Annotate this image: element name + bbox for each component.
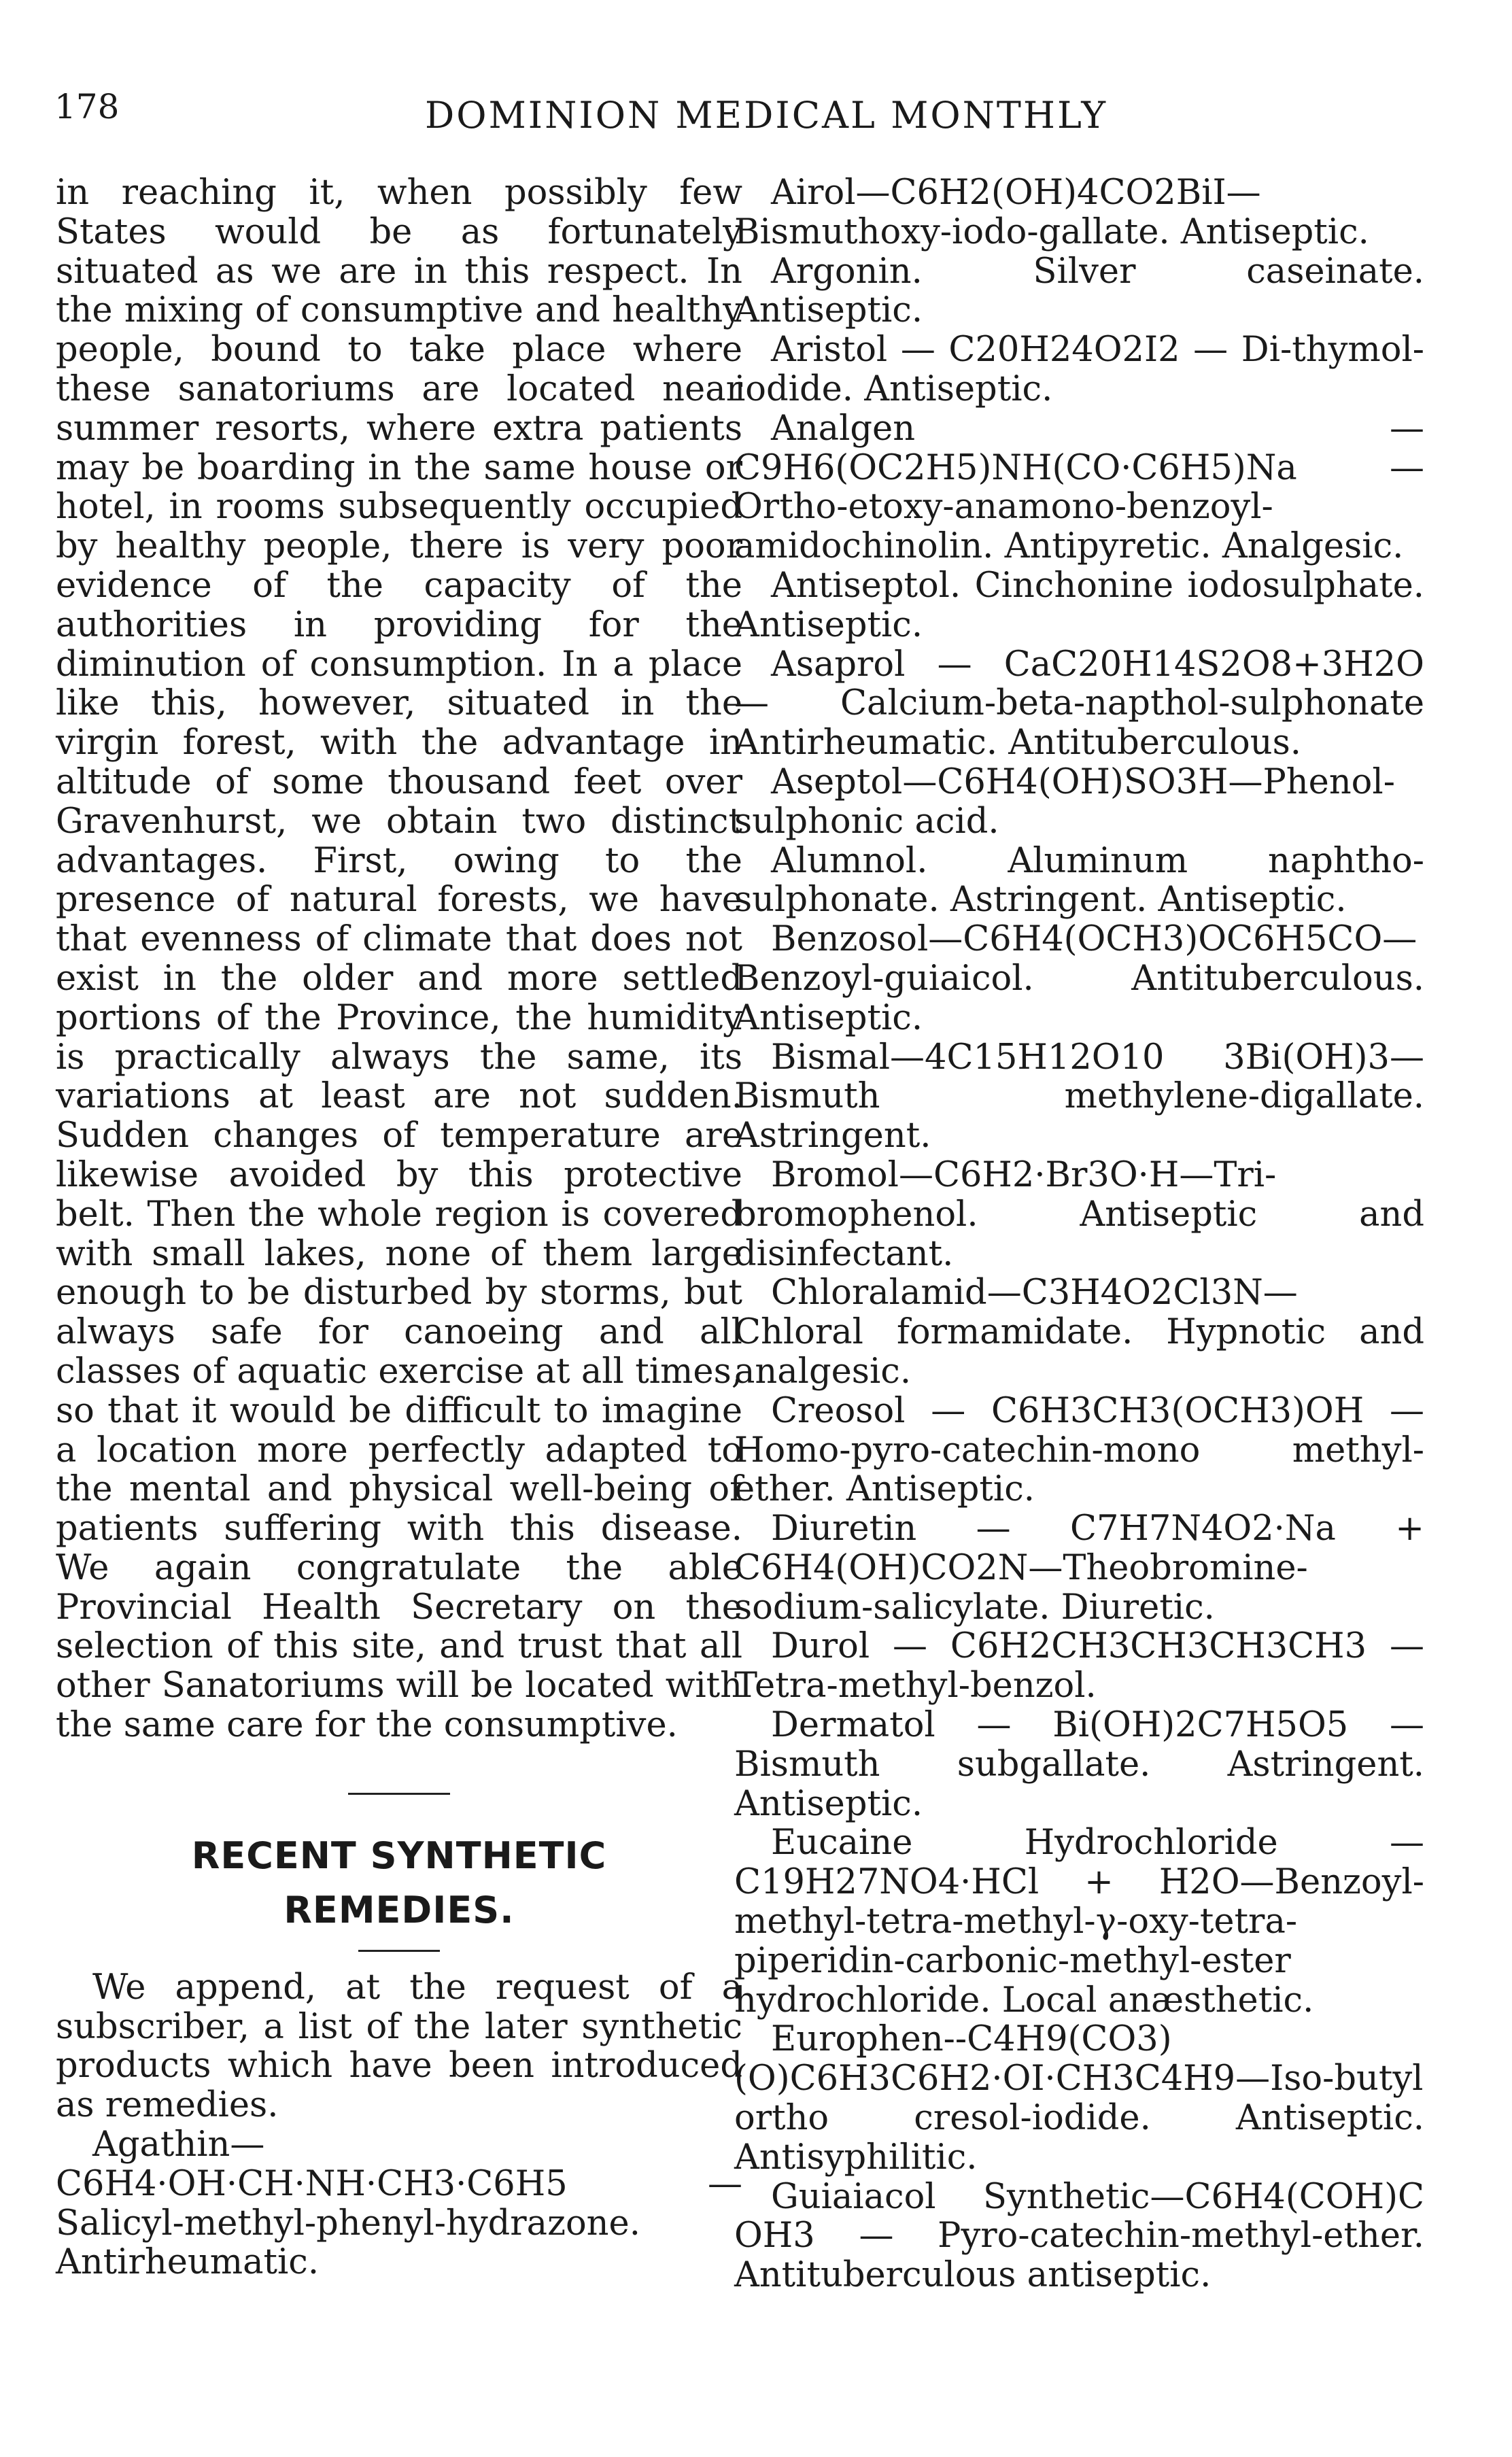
remedy-entry: Aristol — C20H24O2I2 — Di-thymol-iodide. Antiseptic.	[734, 330, 1424, 409]
remedy-entry: Argonin. Silver caseinate. Antiseptic.	[734, 251, 1424, 331]
remedy-entry: Europhen--C4H9(CO3)(O)C6H3C6H2·OI·CH3C4H9—Iso-butyl ortho cresol-iodide. Antiseptic. Antisyphilitic.	[734, 2019, 1424, 2178]
remedy-entry: Analgen — C9H6(OC2H5)NH(CO·C6H5)Na — Ortho-etoxy-anamono-benzoyl-amidochinolin. Antipyretic. Analgesic.	[734, 408, 1424, 567]
sanatorium-paragraph: in reaching it, when possibly few States would be as fortunately situated as we are in this respect. In the mixing of consumptive and healthy people, bound to take place where these sanatoriums are located near summer resorts, where extra patients may be boarding in the same house or hotel, in rooms subsequently occupied by healthy people, there is very poor evidence of the capacity of the authorities in providing for the diminution of consumption. In a place like this, however, situated in the virgin forest, with the advantage in altitude of some thousand feet over Gravenhurst, we obtain two distinct advantages. First, owing to the presence of natural forests, we have that evenness of climate that does not exist in the older and more settled portions of the Province, the humidity is practically always the same, its variations at least are not sudden. Sudden changes of temperature are likewise avoided by this protective belt. Then the whole region is covered with small lakes, none of them large enough to be disturbed by storms, but always safe for canoeing and all classes of aquatic exercise at all times, so that it would be difficult to imagine a location more perfectly adapted to the mental and physical well-being of patients suffering with this disease. We again congratulate the able Provincial Health Secretary on the selection of this site, and trust that all other Sanatoriums will be located with the same care for the consumptive.	[56, 173, 742, 1746]
remedy-entry: Alumnol. Aluminum naphtho-sulphonate. Astringent. Antiseptic.	[734, 840, 1424, 921]
section-divider-bottom	[358, 1950, 440, 1952]
remedy-entry: Guiaiacol Synthetic—C6H4(COH)C OH3 — Pyro-catechin-methyl-ether. Antituberculous antiseptic.	[734, 2176, 1424, 2296]
remedy-entry: Airol—C6H2(OH)4CO2BiI—Bismuthoxy-iodo-gallate. Antiseptic.	[734, 173, 1369, 252]
remedy-entry: Chloralamid—C3H4O2Cl3N—Chloral formamidate. Hypnotic and analgesic.	[734, 1273, 1424, 1392]
section-heading-line2: REMEDIES.	[284, 1888, 515, 1931]
remedy-entry: Diuretin — C7H7N4O2·Na + C6H4(OH)CO2N—Theobromine-sodium-salicylate. Diuretic.	[734, 1509, 1424, 1628]
remedy-entry: Dermatol — Bi(OH)2C7H5O5 — Bismuth subgallate. Astringent. Antiseptic.	[734, 1705, 1424, 1824]
remedy-entry: Asaprol — CaC20H14S2O8+3H2O — Calcium-beta-napthol-sulphonate Antirheumatic. Antituberculous.	[734, 644, 1424, 763]
remedy-entry-agathin: Agathin—C6H4·OH·CH·NH·CH3·C6H5 — Salicyl-methyl-phenyl-hydrazone. Antirheumatic.	[56, 2125, 742, 2283]
remedy-entry: Aseptol—C6H4(OH)SO3H—Phenol-sulphonic acid.	[734, 761, 1395, 842]
remedy-entry: Creosol — C6H3CH3(OCH3)OH — Homo-pyro-catechin-mono methyl-ether. Antiseptic.	[734, 1390, 1424, 1510]
running-head: DOMINION MEDICAL MONTHLY	[424, 94, 1108, 137]
remedy-entry: Bromol—C6H2·Br3O·H—Tri-bromophenol. Antiseptic and disinfectant.	[734, 1154, 1424, 1274]
left-column	[56, 173, 742, 2282]
section-divider-top	[348, 1793, 450, 1795]
page-number: 178	[54, 87, 120, 126]
intro-paragraph: We append, at the request of a subscriber, a list of the later synthetic products which have been introduced as remedies.	[56, 1967, 742, 2126]
section-heading-line1: RECENT SYNTHETIC	[191, 1834, 607, 1877]
remedy-entry: Eucaine Hydrochloride — C19H27NO4·HCl + H2O—Benzoyl-methyl-tetra-methyl-γ-oxy-tetra-piperidin-carbonic-methyl-ester hydrochloride. Local anæsthetic.	[734, 1823, 1424, 2021]
remedy-entry: Benzosol—C6H4(OCH3)OC6H5CO—Benzoyl-guiaicol. Antituberculous. Antiseptic.	[734, 919, 1424, 1038]
remedy-entry: Bismal—4C15H12O10 3Bi(OH)3—Bismuth methylene-digallate. Astringent.	[734, 1037, 1424, 1156]
right-column	[734, 173, 1424, 2295]
remedy-entry: Durol — C6H2CH3CH3CH3CH3 — Tetra-methyl-benzol.	[734, 1626, 1424, 1706]
remedy-entry: Antiseptol. Cinchonine iodosulphate. Antiseptic.	[734, 565, 1424, 645]
